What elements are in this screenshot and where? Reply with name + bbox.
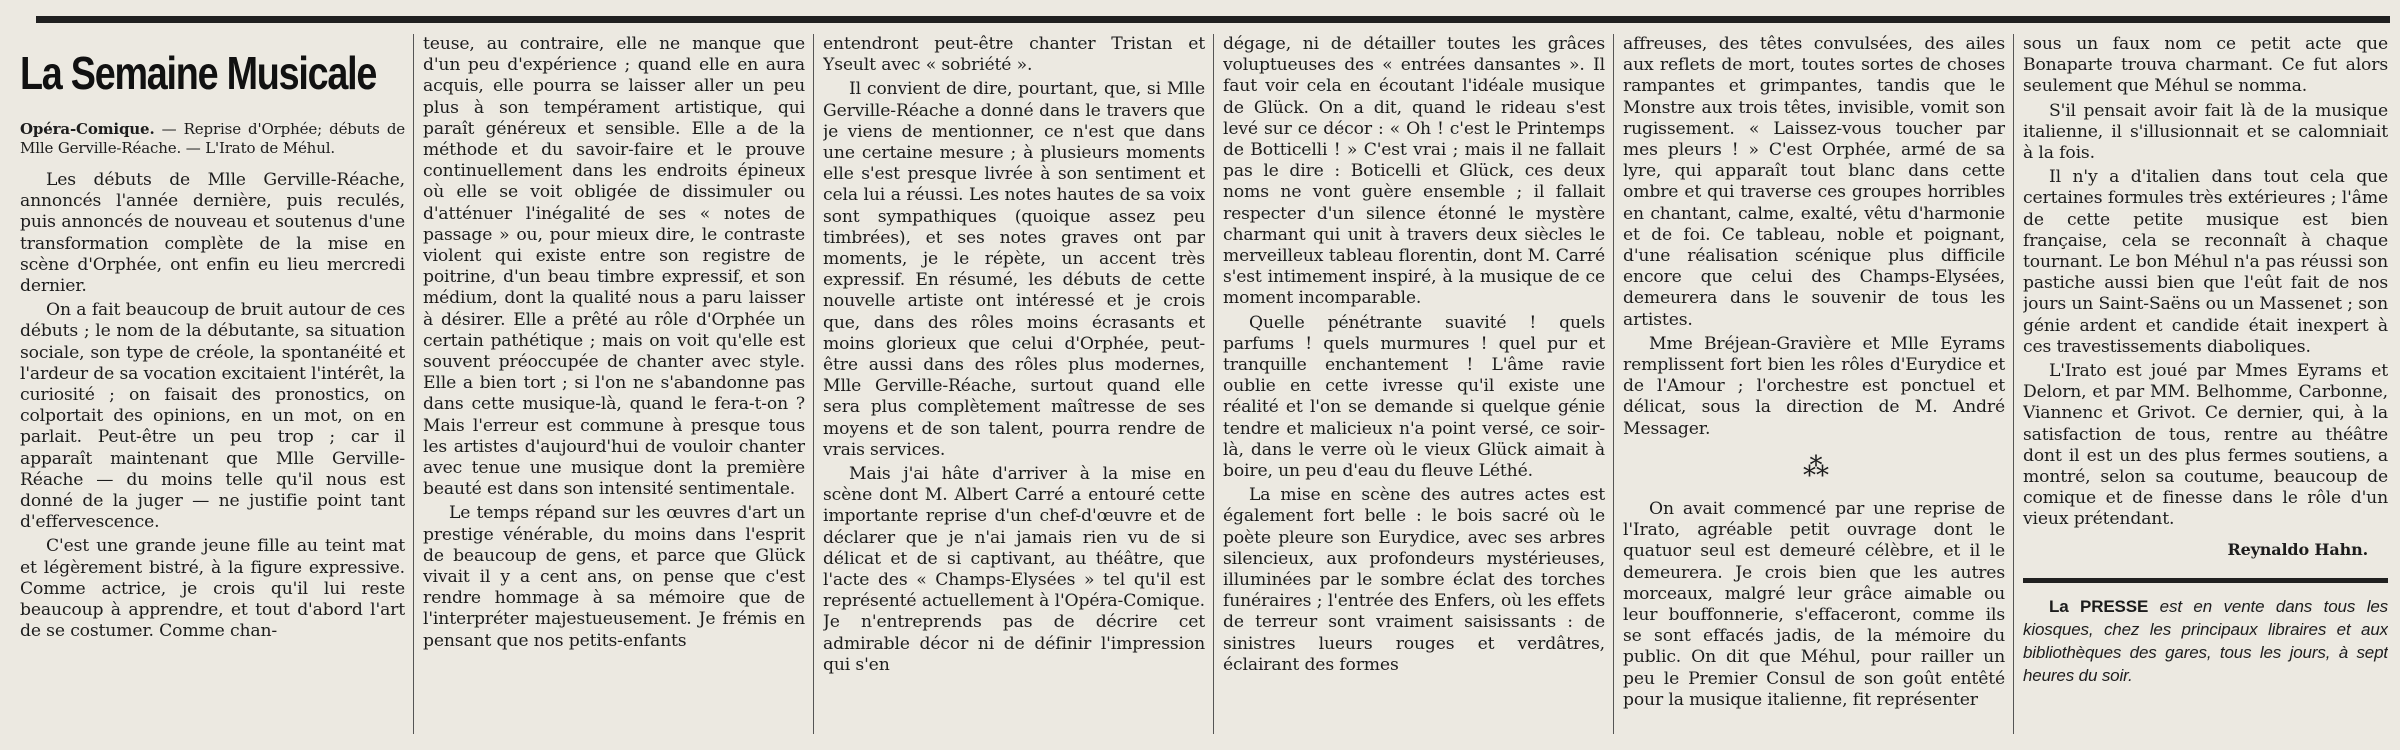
paragraph: sous un faux nom ce petit acte que Bonaparte trouva charmant. Ce fut alors seulement que Méhul se nomma. [2023, 34, 2388, 97]
sales-notice [2023, 595, 2388, 687]
column-6 [2023, 34, 2388, 734]
author-signature: Reynaldo Hahn. [2227, 539, 2368, 559]
paragraph: entendront peut-être chanter Tristan et Yseult avec « sobriété ». [823, 34, 1205, 76]
rubrique-text: — Reprise d'Orphée; débuts de Mlle Gerville-Réache. — L'Irato de Méhul. [20, 120, 405, 157]
rubrique-label: Opéra-Comique. [20, 120, 155, 138]
column-3 [823, 34, 1205, 734]
column-1 [20, 34, 405, 734]
column-divider [1613, 34, 1614, 734]
paragraph: Le temps répand sur les œuvres d'art un prestige vénérable, du moins dans l'esprit de beaucoup de gens, et parce que Glück vivait il y a cent ans, on pense que c'est rendre hommage à sa mémoire que de l'interpréter majestueusement. Je frémis en pensant que nos petits-enfants [423, 503, 805, 651]
paragraph: dégage, ni de détailler toutes les grâces voluptueuses des « entrées dansantes ». Il faut voir cela en écoutant l'idéale musique de Glück. On a dit, quand le rideau s'est levé sur ce décor : « Oh ! c'est le Printemps de Botticelli ! » C'est vrai ; mais il ne fallait pas le dire : Boticelli et Glück, ces deux noms ne vont guère ensemble ; il fallait respecter d'un silence étonné le mystère charmant qui unit à travers deux siècles le merveilleux tableau florentin, dont M. Carré s'est intimement inspiré, à la musique de ce moment incomparable. [1223, 34, 1605, 309]
page-title: La Semaine Musicale [20, 47, 377, 99]
rubrique-line [20, 120, 405, 158]
notice-text: est en vente dans tous les kiosques, chez les principaux libraires et aux bibliothèques des gares, tous les jours, à sept heures du soir. [2023, 596, 2388, 685]
section-rule [2023, 578, 2388, 583]
paragraph: La mise en scène des autres actes est également fort belle : le bois sacré où le poète pleure son Eurydice, avec ses arbres silencieux, aux profondeurs mystérieuses, illuminées par le sombre éclat des torches funéraires ; l'entrée des Enfers, où les effets de terreur sont vraiment saisissants : de sinistres lueurs rouges et verdâtres, éclairant des formes [1223, 485, 1605, 675]
paragraph: S'il pensait avoir fait là de la musique italienne, il s'illusionnait et se calomniait à la fois. [2023, 100, 2388, 164]
paragraph: Les débuts de Mlle Gerville-Réache, annoncés l'année dernière, puis reculés, puis annoncés de nouveau et soutenus d'une transformation complète de la mise en scène d'Orphée, ont enfin eu lieu mercredi dernier. [20, 170, 405, 297]
paragraph: Mais j'ai hâte d'arriver à la mise en scène dont M. Albert Carré a entouré cette importante reprise d'un chef-d'œuvre et de déclarer que je n'ai jamais rien vu de si délicat et de si captivant, au théâtre, que l'acte des « Champs-Elysées » tel qu'il est représenté actuellement à l'Opéra-Comique. Je n'entreprends pas de décrire cet admirable décor ni de définir l'impression qui s'en [823, 464, 1205, 675]
paragraph: Quelle pénétrante suavité ! quels parfums ! quels murmures ! quel pur et tranquille enchantement ! L'âme ravie oublie en cette ivresse qu'il existe une réalité et l'on se demande si quelque génie tendre et malicieux n'a point versé, ce soir-là, dans le verre où le vieux Glück aimait à boire, un peu d'eau du fleuve Léthé. [1223, 312, 1605, 482]
paragraph: Il n'y a d'italien dans tout cela que certaines formules très extérieures ; l'âme de cette petite musique est bien française, cela se reconnaît à chaque tournant. Le bon Méhul n'a pas réussi son pastiche aussi bien que l'eût fait de nos jours un Saint-Saëns ou un Massenet ; son génie ardent et candide était inexpert à ces travestissements diaboliques. [2023, 167, 2388, 357]
paragraph: Mme Bréjean-Gravière et Mlle Eyrams remplissent fort bien les rôles d'Eurydice et de l'Amour ; l'orchestre est ponctuel et délicat, sous la direction de M. André Messager. [1623, 333, 2005, 439]
paragraph: L'Irato est joué par Mmes Eyrams et Delorn, et par MM. Belhomme, Carbonne, Viannenc et Grivot. Ce dernier, qui, à la satisfaction de tous, rentre au théâtre dont il est un des plus fermes soutiens, a montré, selon sa coutume, beaucoup de comique et de finesse dans le rôle d'un vieux prétendant. [2023, 361, 2388, 530]
newspaper-name: La PRESSE [2049, 596, 2149, 616]
paragraph: affreuses, des têtes convulsées, des ailes aux reflets de mort, toutes sortes de choses rampantes et grimpantes, tandis que le Monstre aux trois têtes, invisible, vomit son rugissement. « Laissez-vous toucher par mes pleurs ! » C'est Orphée, armé de sa lyre, qui apparaît tout blanc dans cette ombre et qui traverse ces groupes horribles en chantant, calme, exalté, vêtu d'harmonie et de foi. Ce tableau, noble et poignant, d'une réalisation scénique plus difficile encore que celui des Champs-Elysées, demeurera dans le souvenir de tous les artistes. [1623, 34, 2005, 330]
paragraph: On avait commencé par une reprise de l'Irato, agréable petit ouvrage dont le quatuor seul est demeuré célèbre, et il le demeurera. Je crois bien que les autres morceaux, malgré leur grâce aimable ou leur bouffonnerie, s'effaceront, comme ils se sont effacés jadis, de la mémoire du public. On dit que Méhul, pour railler un peu le Premier Consul de son goût entêté pour la musique italienne, fit représenter [1623, 499, 2005, 710]
paragraph: On a fait beaucoup de bruit autour de ces débuts ; le nom de la débutante, sa situation sociale, son type de créole, la spontanéité et l'ardeur de sa vocation excitaient l'intérêt, la curiosité ; on faisait des pronostics, on colportait des opinions, en un mot, on en parlait. Peut-être un peu trop ; car il apparaît maintenant que Mlle Gerville-Réache — du moins telle qu'il nous est donné de la juger — ne justifie point tant d'effervescence. [20, 300, 405, 533]
column-divider [413, 34, 414, 734]
paragraph: C'est une grande jeune fille au teint mat et légèrement bistré, à la figure expressive. Comme actrice, je crois qu'il lui reste beaucoup à apprendre, et tout d'abord l'art de se costumer. Comme chan- [20, 536, 405, 642]
top-rule [36, 16, 2390, 23]
paragraph: Il convient de dire, pourtant, que, si Mlle Gerville-Réache a donné dans le travers que je viens de mentionner, ce n'est que dans une certaine mesure ; à plusieurs moments elle s'est presque livrée à son sentiment et cela lui a réussi. Les notes hautes de sa voix sont sympathiques (quoique assez peu timbrées), et ses notes graves ont par moments, je le répète, un accent très expressif. En résumé, les débuts de cette nouvelle artiste ont intéressé et je crois que, dans des rôles moins écrasants et moins glorieux que celui d'Orphée, peut-être aussi dans des rôles plus modernes, Mlle Gerville-Réache, surtout quand elle sera plus complètement maîtresse de ses moyens et de son talent, pourra rendre de vrais services. [823, 79, 1205, 460]
column-2 [423, 34, 805, 734]
column-5 [1623, 34, 2005, 734]
paragraph: teuse, au contraire, elle ne manque que d'un peu d'expérience ; quand elle en aura acquis, elle pourra se laisser aller un peu plus à son tempérament artistique, qui paraît généreux et sensible. Elle a de la méthode et du savoir-faire et le prouve continuellement dans les endroits épineux où elle se voit obligée de dissimuler ou d'atténuer l'inégalité de ses « notes de passage » ou, pour mieux dire, le contraste violent qui existe entre son registre de poitrine, d'un beau timbre expressif, et son médium, dont la qualité nous a paru laisser à désirer. Elle a prêté au rôle d'Orphée un certain pathétique ; mais on voit qu'elle est souvent préoccupée de chanter avec style. Elle a bien tort ; si l'on ne s'abandonne pas dans cette musique-là, quand le fera-t-on ? Mais l'erreur est commune à presque tous les artistes d'aujourd'hui de vouloir chanter avec tenue une musique dont la première beauté est dans son intensité sentimentale. [423, 34, 805, 500]
column-divider [813, 34, 814, 734]
column-divider [1213, 34, 1214, 734]
column-divider [2013, 34, 2014, 734]
column-4 [1223, 34, 1605, 734]
asterism-ornament: ⁂ [1803, 452, 1825, 483]
